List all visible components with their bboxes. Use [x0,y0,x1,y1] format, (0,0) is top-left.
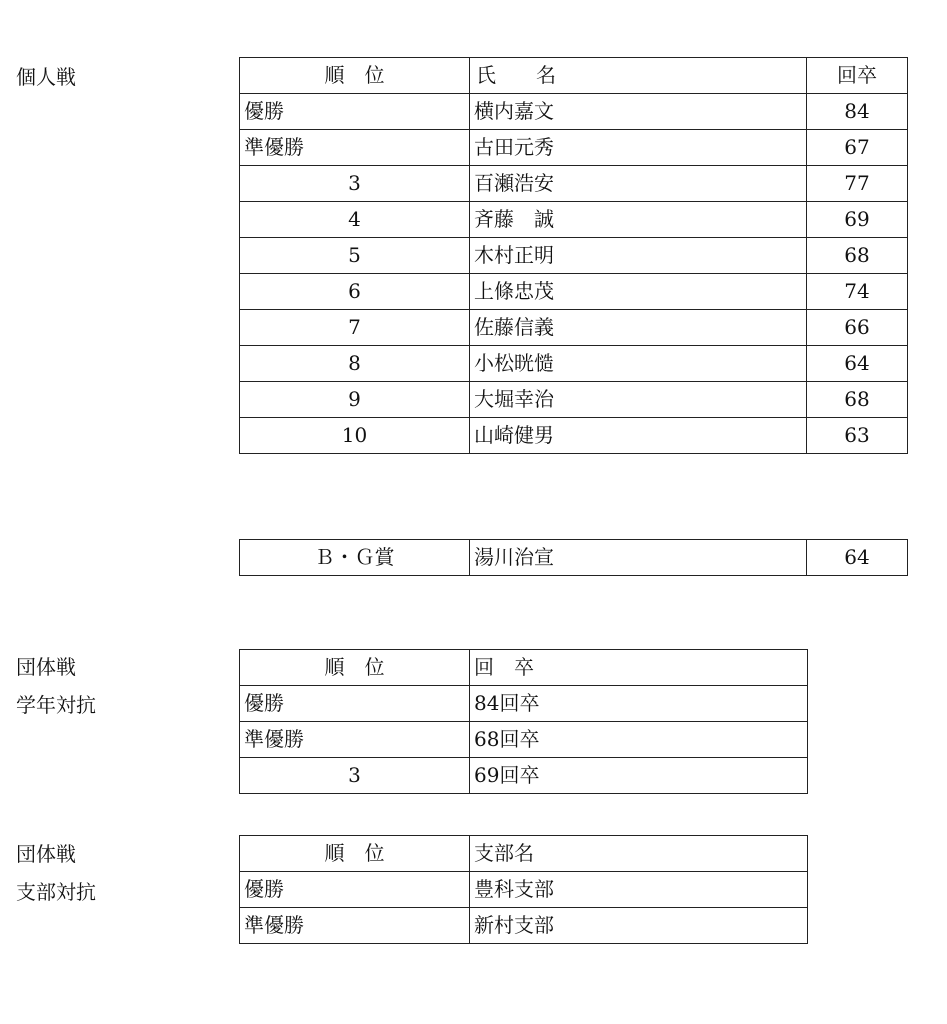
team-branch-label-line2: 支部対抗 [16,880,96,904]
table-row [240,310,908,346]
class-cell: 84 [807,94,908,130]
name-cell: 佐藤信義 [470,310,807,346]
class-cell: 69回卒 [470,758,808,794]
header-branch: 支部名 [470,836,808,872]
table-row [240,346,908,382]
header-class: 回卒 [807,58,908,94]
rank-cell: 5 [240,238,470,274]
table-row [240,238,908,274]
table-row [240,872,808,908]
table-row [240,130,908,166]
rank-cell: 準優勝 [240,908,470,944]
rank-cell: 7 [240,310,470,346]
rank-cell: 優勝 [240,94,470,130]
class-cell: 66 [807,310,908,346]
individual-label: 個人戦 [16,65,76,89]
team-grade-label-line1: 団体戦 [16,655,76,679]
bg-award-label: Ｂ・Ｇ賞 [240,540,470,576]
team-grade-table [239,649,808,794]
rank-cell: 3 [240,758,470,794]
table-row [240,722,808,758]
class-cell: 69 [807,202,908,238]
class-cell: 68 [807,238,908,274]
bg-award-class: 64 [807,540,908,576]
name-cell: 山崎健男 [470,418,807,454]
bg-award-name: 湯川治宣 [470,540,807,576]
header-class: 回 卒 [470,650,808,686]
rank-cell: 3 [240,166,470,202]
table-row [240,274,908,310]
class-cell: 77 [807,166,908,202]
header-name: 氏 名 [470,58,807,94]
branch-cell: 豊科支部 [470,872,808,908]
class-cell: 63 [807,418,908,454]
name-cell: 木村正明 [470,238,807,274]
individual-table [239,57,908,454]
table-row [240,758,808,794]
header-rank: 順 位 [240,836,470,872]
table-row [240,166,908,202]
table-row [240,418,908,454]
name-cell: 横内嘉文 [470,94,807,130]
team-branch-table [239,835,808,944]
team-grade-label-line2: 学年対抗 [16,693,96,717]
name-cell: 大堀幸治 [470,382,807,418]
rank-cell: 優勝 [240,686,470,722]
header-rank: 順 位 [240,58,470,94]
class-cell: 68 [807,382,908,418]
table-row [240,382,908,418]
rank-cell: 4 [240,202,470,238]
header-rank: 順 位 [240,650,470,686]
table-header-row [240,650,808,686]
name-cell: 古田元秀 [470,130,807,166]
class-cell: 67 [807,130,908,166]
name-cell: 斉藤 誠 [470,202,807,238]
branch-cell: 新村支部 [470,908,808,944]
class-cell: 68回卒 [470,722,808,758]
table-row [240,540,908,576]
table-header-row [240,58,908,94]
name-cell: 百瀬浩安 [470,166,807,202]
rank-cell: 10 [240,418,470,454]
table-row [240,202,908,238]
rank-cell: 9 [240,382,470,418]
rank-cell: 6 [240,274,470,310]
class-cell: 64 [807,346,908,382]
class-cell: 84回卒 [470,686,808,722]
bg-award-table [239,539,908,576]
rank-cell: 準優勝 [240,722,470,758]
rank-cell: 準優勝 [240,130,470,166]
team-branch-label-line1: 団体戦 [16,842,76,866]
table-header-row [240,836,808,872]
table-row [240,908,808,944]
rank-cell: 8 [240,346,470,382]
table-row [240,94,908,130]
rank-cell: 優勝 [240,872,470,908]
table-row [240,686,808,722]
name-cell: 小松晄慥 [470,346,807,382]
name-cell: 上條忠茂 [470,274,807,310]
class-cell: 74 [807,274,908,310]
